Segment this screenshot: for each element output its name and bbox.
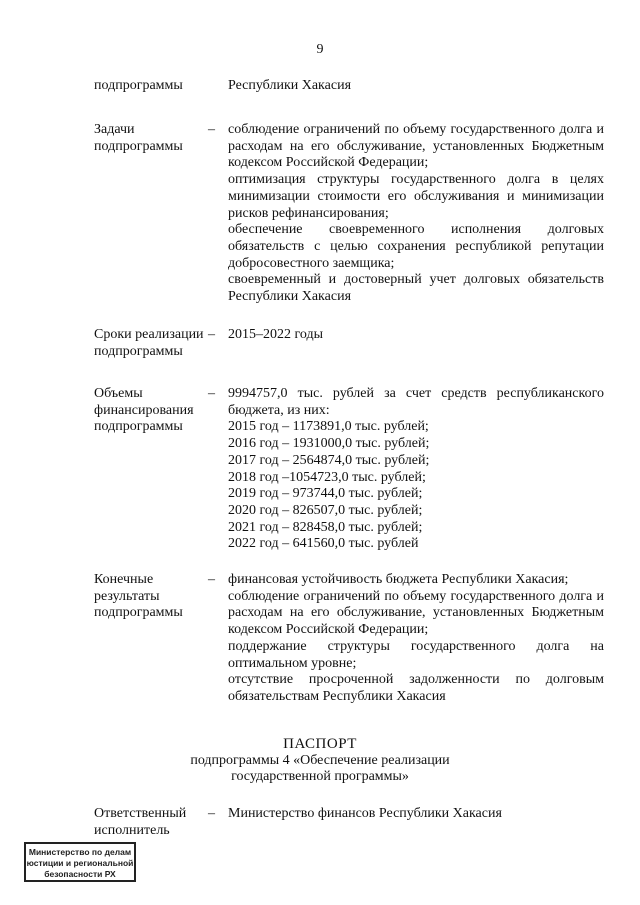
label-line: подпрограммы xyxy=(94,138,183,154)
row-content xyxy=(228,572,604,706)
row-dash: – xyxy=(208,572,215,587)
label-line: подпрограммы xyxy=(94,605,183,621)
label-line: Ответственный xyxy=(94,806,187,821)
result-paragraph: поддержание структуры государственного долга на оптимальном уровне; xyxy=(228,638,604,671)
passport-subtitle-line: государственной программы» xyxy=(231,769,409,785)
label-line: подпрограммы xyxy=(94,343,183,359)
task-paragraph: соблюдение ограничений по объему государственного долга и расходам на его обслуживание, установленных Бюджетным кодексом Российской Федерации; xyxy=(228,122,604,171)
row-content xyxy=(228,122,604,306)
row-label xyxy=(94,806,209,839)
passport-subtitle-line: подпрограммы 4 «Обеспечение реализации xyxy=(190,752,450,768)
funding-year: 2022 год – 641560,0 тыс. рублей xyxy=(228,536,419,552)
page-number: 9 xyxy=(316,42,324,57)
label-line: Задачи xyxy=(94,122,135,137)
row-content xyxy=(228,386,604,553)
funding-year: 2018 год –1054723,0 тыс. рублей; xyxy=(228,469,426,485)
task-paragraph: оптимизация структуры государственного долга в целях минимизации стоимости его обслуживания и минимизации рисков рефинансирования; xyxy=(228,172,604,221)
row-content: 2015–2022 годы xyxy=(228,327,324,342)
row-dash: – xyxy=(208,327,215,342)
stamp-line: Министерство по делам xyxy=(28,847,132,857)
label-line: исполнитель xyxy=(94,822,170,838)
row-content: Республики Хакасия xyxy=(228,78,352,93)
row-label xyxy=(94,122,209,155)
funding-year: 2017 год – 2564874,0 тыс. рублей; xyxy=(228,452,430,468)
label-line: подпрограммы xyxy=(94,419,183,435)
row-dash: – xyxy=(208,386,215,401)
stamp-line: безопасности РХ xyxy=(44,869,116,879)
funding-year: 2021 год – 828458,0 тыс. рублей; xyxy=(228,519,423,535)
row-dash: – xyxy=(208,806,215,821)
task-paragraph: своевременный и достоверный учет долговых обязательств Республики Хакасия xyxy=(228,272,604,305)
result-paragraph: финансовая устойчивость бюджета Республики Хакасия; xyxy=(228,572,569,587)
row-label xyxy=(94,327,209,360)
row-label: подпрограммы xyxy=(94,78,183,93)
funding-year: 2016 год – 1931000,0 тыс. рублей; xyxy=(228,436,430,452)
label-line: Сроки реализации xyxy=(94,327,204,342)
result-paragraph: отсутствие просроченной задолженности по долговым обязательствам Республики Хакасия xyxy=(228,672,604,704)
funding-year: 2020 год – 826507,0 тыс. рублей; xyxy=(228,502,423,518)
row-dash: – xyxy=(208,122,215,137)
task-paragraph: обеспечение своевременного исполнения долговых обязательств с целью сохранения республикой репутации добросовестного заемщика; xyxy=(228,222,604,271)
result-paragraph: соблюдение ограничений по объему государственного долга и расходам на его обслуживание, установленных Бюджетным кодексом Российской Федерации; xyxy=(228,588,604,638)
label-line: Конечные xyxy=(94,572,154,587)
passport-heading xyxy=(0,736,640,786)
label-line: финансирования xyxy=(94,402,194,418)
funding-year: 2015 год – 1173891,0 тыс. рублей; xyxy=(228,419,429,435)
funding-intro: 9994757,0 тыс. рублей за счет средств республиканского бюджета, из них: xyxy=(228,386,604,418)
label-line: Объемы xyxy=(94,386,143,401)
label-line: результаты xyxy=(94,588,160,604)
row-label xyxy=(94,572,209,622)
row-label xyxy=(94,386,209,436)
row-content: Министерство финансов Республики Хакасия xyxy=(228,806,502,821)
funding-year: 2019 год – 973744,0 тыс. рублей; xyxy=(228,486,423,502)
passport-title: ПАСПОРТ xyxy=(283,736,357,752)
ministry-stamp xyxy=(24,842,136,882)
stamp-line: юстиции и региональной xyxy=(26,858,134,868)
